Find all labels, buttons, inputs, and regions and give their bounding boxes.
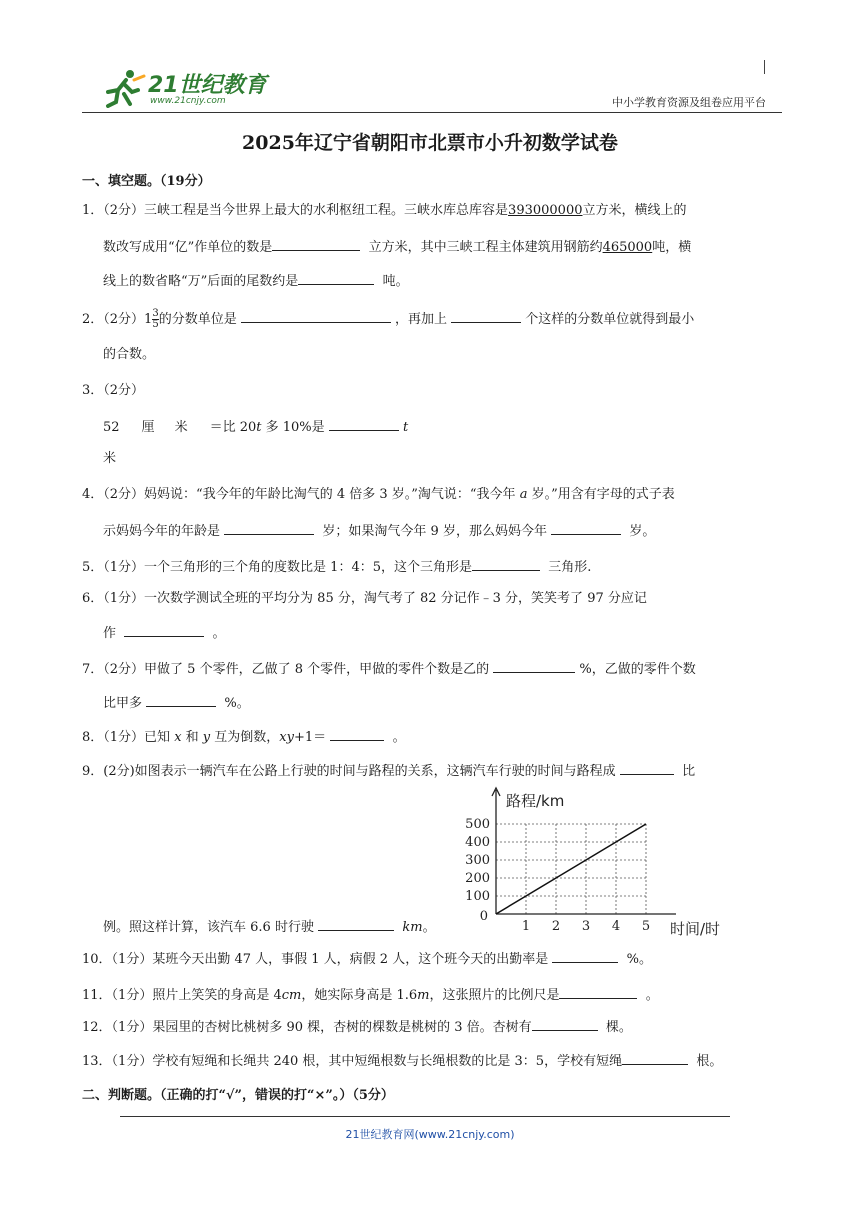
answer-blank[interactable] (559, 984, 637, 999)
x-axis-title: 时间/时 (670, 920, 721, 938)
y-tick-label: 200 (465, 871, 490, 886)
question-12: 12．（1分）果园里的杏树比桃树多 90 棵，杏树的棵数是桃树的 3 倍。杏树有 棵。 (82, 1016, 632, 1037)
footer-text: 21世纪教育网(www.21cnjy.com) (345, 1128, 515, 1141)
underlined-number-1: 393000000 (508, 203, 583, 218)
header-divider (82, 112, 782, 113)
answer-blank[interactable] (552, 948, 618, 963)
question-11: 11．（1分）照片上笑笑的身高是 4cm，她实际身高是 1.6m，这张照片的比例尺是 。 (82, 984, 659, 1005)
y-axis-title: 路程/km (506, 792, 565, 810)
question-7-line-1: 7．（2分）甲做了 5 个零件，乙做了 8 个零件，甲做的零件个数是乙的 %，乙做的零件个数 (82, 658, 696, 679)
question-2-line-1: 2．（2分）1 $\frac{3}{5}$ 的分数单位是 ，再加上 个这样的分数单位就得到最小 (82, 308, 695, 330)
answer-blank[interactable] (241, 308, 391, 323)
question-4-line-2: 示妈妈今年的年龄是 岁；如果淘气今年 9 岁，那么妈妈今年 岁。 (103, 520, 655, 541)
x-tick-label: 2 (551, 919, 561, 934)
x-tick-label: 4 (611, 919, 621, 934)
question-2-line-2: 的合数。 (103, 347, 156, 362)
section-heading-judge: 二、判断题。（正确的打“√”，错误的打“×”。）（5分） (82, 1088, 394, 1103)
brand-logo (104, 66, 274, 112)
y-tick-label: 100 (465, 889, 490, 904)
y-tick-label: 400 (465, 835, 490, 850)
question-6-line-1: 6．（1分）一次数学测试全班的平均分为 85 分，淘气考了 82 分记作﹣3 分，笑笑考了 97 分应记 (82, 591, 647, 606)
page-title: 2025年辽宁省朝阳市北票市小升初数学试卷 (242, 132, 618, 154)
answer-blank[interactable] (146, 692, 216, 707)
footer-divider (120, 1116, 730, 1117)
y-tick-label: 300 (465, 853, 490, 868)
answer-blank[interactable] (451, 308, 521, 323)
question-9-line-2: 例。照这样计算，该汽车 6.6 时行驶 km。 (103, 916, 436, 937)
y-tick-label: 500 (465, 817, 490, 832)
question-10: 10．（1分）某班今天出勤 47 人，事假 1 人，病假 2 人，这个班今天的出勤率是 %。 (82, 948, 652, 969)
answer-blank[interactable] (329, 416, 399, 431)
question-5: 5．（1分）一个三角形的三个角的度数比是 1：4：5，这个三角形是 三角形. (82, 556, 591, 577)
answer-blank[interactable] (622, 1050, 688, 1065)
question-1-line-2: 数改写成用“亿”作单位的数是 立方米，其中三峡工程主体建筑用钢筋约465000吨，横 (103, 236, 691, 257)
origin-label: 0 (479, 909, 488, 924)
answer-blank[interactable] (318, 916, 394, 931)
answer-blank[interactable] (298, 270, 374, 285)
answer-blank[interactable] (472, 556, 540, 571)
answer-blank[interactable] (224, 520, 314, 535)
answer-blank[interactable] (330, 726, 384, 741)
question-8: 8．（1分）已知 x 和 y 互为倒数，xy+1＝ 。 (82, 726, 406, 747)
answer-blank[interactable] (493, 658, 575, 673)
question-9-line-1: 9．(2分)如图表示一辆汽车在公路上行驶的时间与路程的关系，这辆汽车行驶的时间与路程成 比 (82, 760, 695, 781)
distance-time-chart (452, 786, 732, 944)
answer-blank[interactable] (272, 236, 360, 251)
logo-text: 21世纪教育 (148, 73, 267, 98)
answer-blank[interactable] (124, 622, 204, 637)
section-heading-fill: 一、填空题。（19分） (82, 174, 211, 189)
question-1-line-1: 1．（2分）三峡工程是当今世界上最大的水利枢纽工程。三峡水库总库容是393000000立方米，横线上的 (82, 203, 687, 218)
answer-blank[interactable] (620, 760, 674, 775)
header-tick (764, 60, 765, 74)
mixed-fraction: $\frac{3}{5}$ (152, 308, 159, 330)
question-4-line-1: 4．（2分）妈妈说：“我今年的年龄比淘气的 4 倍多 3 岁。”淘气说：“我今年 a 岁。”用含有字母的式子表 (82, 487, 675, 502)
question-3-line: 52 厘 米 ＝比 20t 多 10%是 t (103, 416, 408, 437)
x-tick-label: 1 (521, 919, 531, 934)
runner-icon (104, 68, 146, 108)
platform-label: 中小学教育资源及组卷应用平台 (612, 96, 766, 109)
question-1-line-3: 线上的数省略“万”后面的尾数约是 吨。 (103, 270, 409, 291)
question-6-line-2: 作 。 (103, 622, 226, 643)
underlined-number-2: 465000 (602, 240, 653, 255)
question-7-line-2: 比甲多 %。 (103, 692, 250, 713)
x-tick-label: 5 (641, 919, 651, 934)
question-3-unit: 米 (103, 451, 117, 466)
question-3-label: 3．（2分） (82, 383, 145, 398)
answer-blank[interactable] (532, 1016, 598, 1031)
question-13: 13．（1分）学校有短绳和长绳共 240 根，其中短绳根数与长绳根数的比是 3：5，学校有短绳 根。 (82, 1050, 722, 1071)
series-line (496, 824, 646, 914)
logo-url: www.21cnjy.com (150, 96, 226, 106)
x-tick-label: 3 (581, 919, 591, 934)
answer-blank[interactable] (551, 520, 621, 535)
